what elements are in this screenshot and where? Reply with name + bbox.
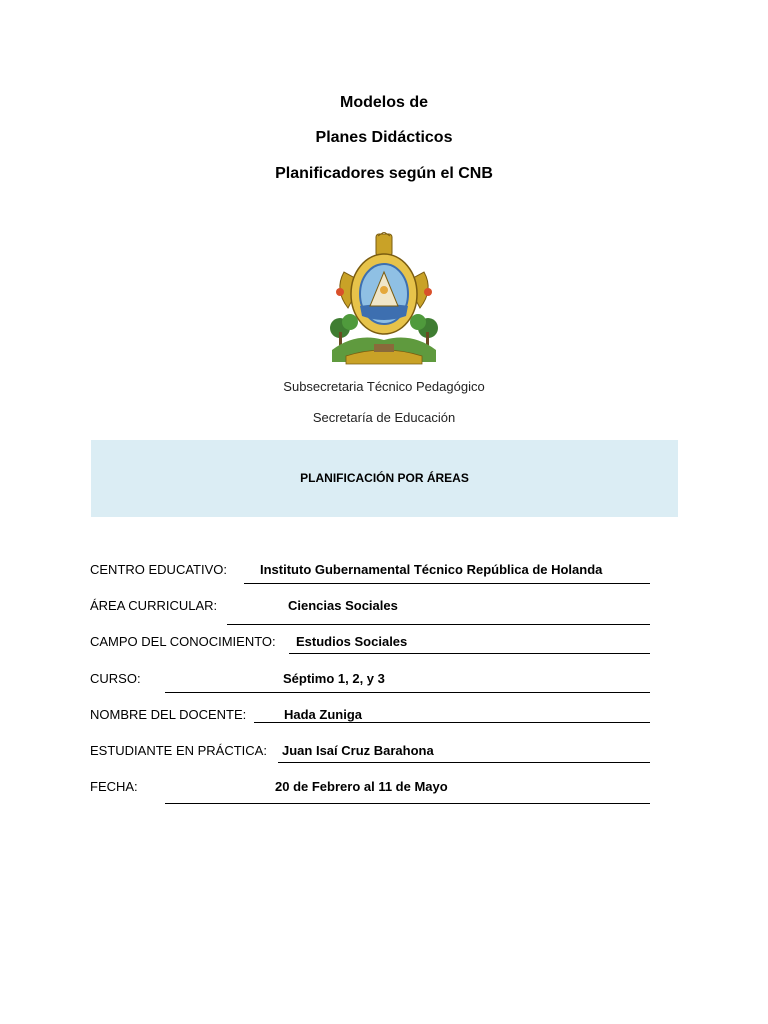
docente-label: NOMBRE DEL DOCENTE: bbox=[90, 707, 247, 722]
honduras-coat-of-arms-icon bbox=[326, 232, 442, 368]
section-banner bbox=[91, 440, 678, 517]
estudiante-value: Juan Isaí Cruz Barahona bbox=[282, 743, 434, 758]
estudiante-label: ESTUDIANTE EN PRÁCTICA: bbox=[90, 743, 267, 758]
title-line-2: Planes Didácticos bbox=[315, 129, 453, 146]
curso-label: CURSO: bbox=[90, 671, 141, 686]
area-underline bbox=[227, 624, 650, 625]
fecha-value: 20 de Febrero al 11 de Mayo bbox=[275, 779, 448, 794]
fecha-underline bbox=[165, 803, 650, 804]
title-line-3: Planificadores según el CNB bbox=[275, 165, 493, 182]
centro-label: CENTRO EDUCATIVO: bbox=[90, 562, 227, 577]
area-label: ÁREA CURRICULAR: bbox=[90, 598, 218, 613]
centro-underline bbox=[244, 583, 650, 584]
campo-label: CAMPO DEL CONOCIMIENTO: bbox=[90, 634, 276, 649]
area-value: Ciencias Sociales bbox=[288, 598, 398, 613]
curso-underline bbox=[165, 692, 650, 693]
docente-value: Hada Zuniga bbox=[284, 707, 363, 722]
fecha-label: FECHA: bbox=[90, 779, 138, 794]
title-line-1: Modelos de bbox=[339, 94, 428, 111]
centro-value: Instituto Gubernamental Técnico República de Holanda bbox=[260, 562, 603, 577]
banner-title: PLANIFICACIÓN POR ÁREAS bbox=[300, 471, 469, 485]
subtitle-line-1: Subsecretaria Técnico Pedagógico bbox=[283, 379, 485, 394]
curso-value: Séptimo 1, 2, y 3 bbox=[283, 671, 385, 686]
campo-underline bbox=[289, 653, 650, 654]
estudiante-underline bbox=[278, 762, 650, 763]
docente-underline bbox=[254, 722, 650, 723]
subtitle-line-2: Secretaría de Educación bbox=[312, 410, 456, 425]
campo-value: Estudios Sociales bbox=[296, 634, 408, 649]
